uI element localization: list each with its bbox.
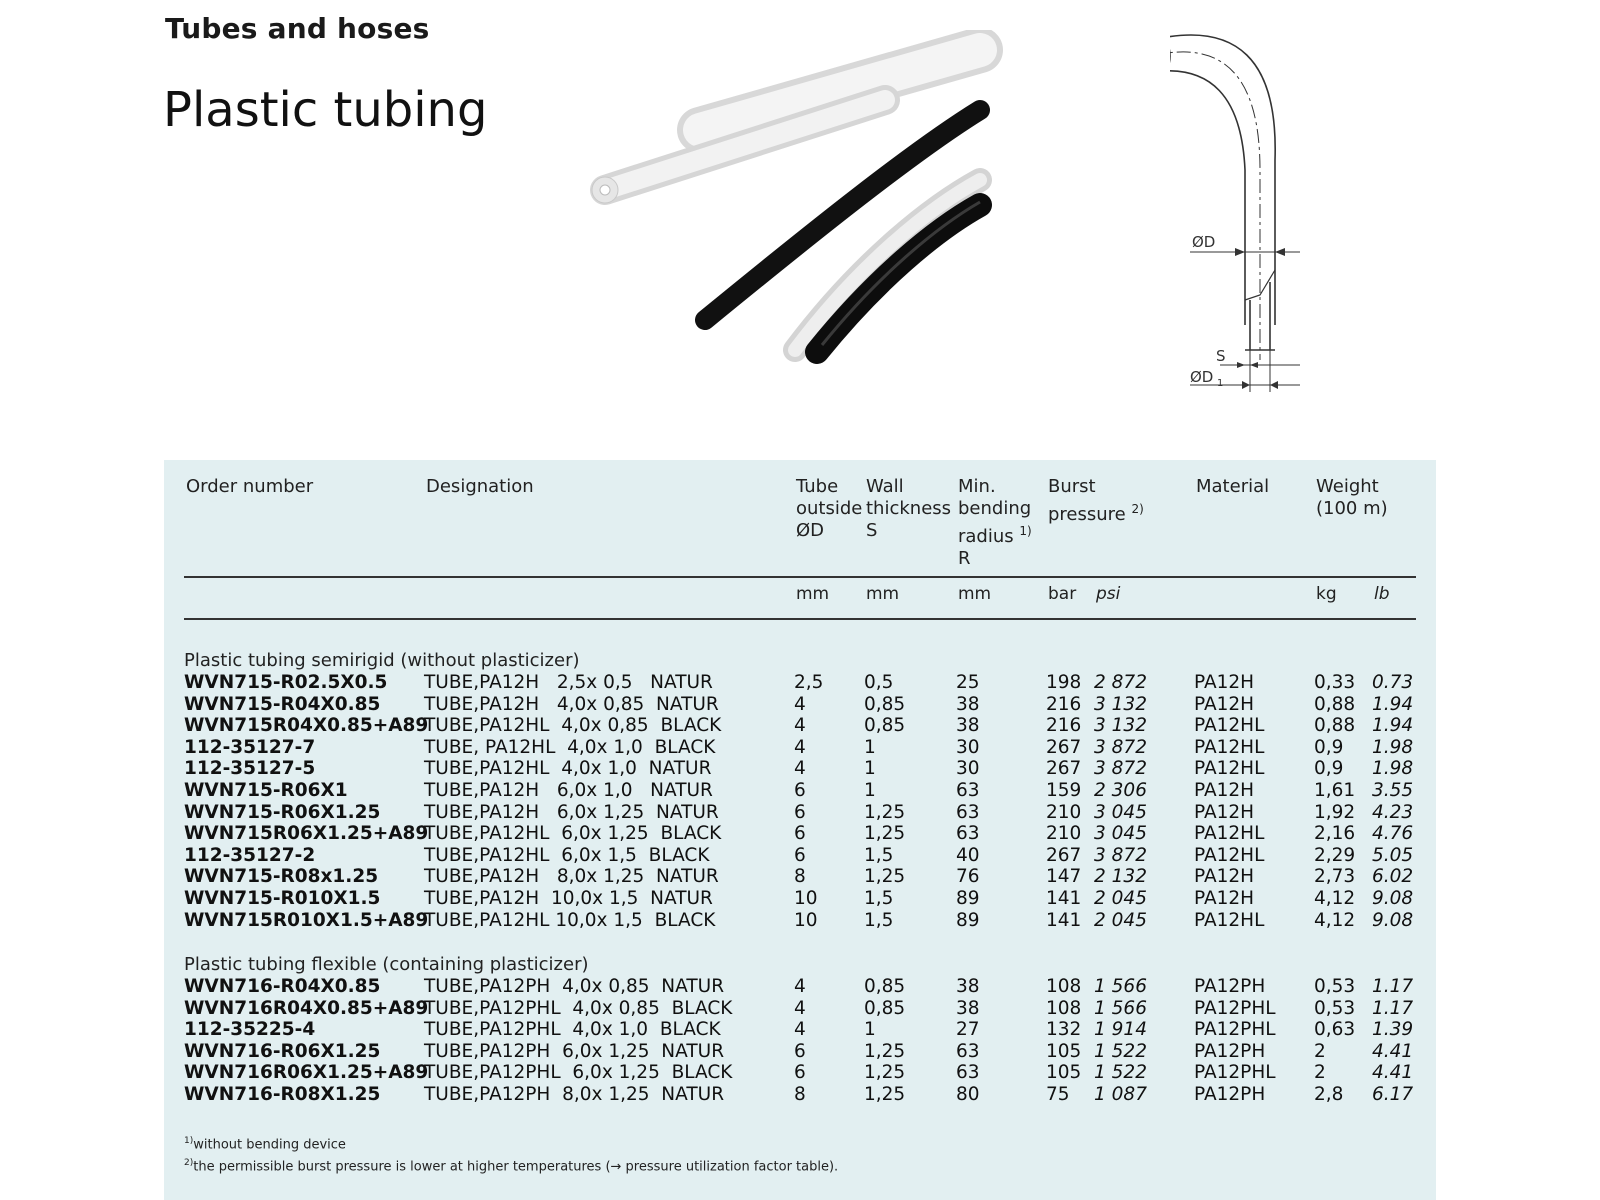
weight-lb-cell: 6.02 xyxy=(1372,866,1414,888)
table-row xyxy=(164,910,1436,932)
weight-lb-cell: 1.17 xyxy=(1372,976,1414,997)
weight-kg-cell: 1,61 xyxy=(1314,779,1356,801)
material-cell: PA12HL xyxy=(1194,736,1265,758)
bending-radius-cell: 89 xyxy=(956,887,980,909)
burst-bar-cell: 108 xyxy=(1046,997,1082,1019)
header-designation: Designation xyxy=(426,476,534,497)
wall-thickness-cell: 1,5 xyxy=(864,909,894,931)
weight-kg-cell: 4,12 xyxy=(1314,887,1356,909)
id-label: ØD xyxy=(1190,368,1214,386)
tube-od-cell: 8 xyxy=(794,866,806,888)
order-number-cell: 112-35127-2 xyxy=(184,844,316,866)
table-row xyxy=(164,715,1436,737)
section-title: Tubes and hoses xyxy=(165,12,430,45)
designation-cell: TUBE,PA12PH 8,0x 1,25 NATUR xyxy=(424,1083,725,1105)
bending-radius-cell: 76 xyxy=(956,866,980,888)
order-number-cell: WVN715-R06X1 xyxy=(184,779,348,801)
weight-kg-cell: 0,53 xyxy=(1314,997,1356,1019)
burst-bar-cell: 267 xyxy=(1046,844,1082,866)
weight-kg-cell: 0,88 xyxy=(1314,715,1356,737)
burst-bar-cell: 108 xyxy=(1046,976,1082,997)
burst-bar-cell: 267 xyxy=(1046,736,1082,758)
material-cell: PA12HL xyxy=(1194,758,1265,780)
wall-thickness-cell: 1 xyxy=(864,779,876,801)
weight-kg-cell: 1,92 xyxy=(1314,801,1356,823)
order-number-cell: WVN715-R04X0.85 xyxy=(184,693,381,715)
unit-psi: psi xyxy=(1096,584,1121,604)
burst-psi-cell: 3 045 xyxy=(1094,801,1147,823)
weight-kg-cell: 0,88 xyxy=(1314,693,1356,715)
tube-od-cell: 10 xyxy=(794,887,818,909)
spec-table xyxy=(164,460,1436,1200)
order-number-cell: WVN716-R04X0.85 xyxy=(184,976,381,997)
bending-radius-cell: 63 xyxy=(956,1040,980,1062)
unit-bar: bar xyxy=(1048,584,1077,604)
material-cell: PA12PH xyxy=(1194,1040,1266,1062)
designation-cell: TUBE,PA12HL 4,0x 1,0 NATUR xyxy=(424,758,712,780)
burst-psi-cell: 3 045 xyxy=(1094,823,1147,845)
burst-bar-cell: 210 xyxy=(1046,801,1082,823)
burst-bar-cell: 141 xyxy=(1046,909,1082,931)
weight-lb-cell: 1.17 xyxy=(1372,997,1414,1019)
table-row xyxy=(164,888,1436,910)
tube-od-cell: 6 xyxy=(794,844,806,866)
footnote-2: $^{2)}$the permissible burst pressure is lower at higher temperatures (→ pressure utilization factor table). xyxy=(184,1158,839,1175)
order-number-cell: 112-35225-4 xyxy=(184,1019,316,1041)
wall-thickness-cell: 1,25 xyxy=(864,1040,906,1062)
wall-thickness-cell: 1,5 xyxy=(864,844,894,866)
designation-cell: TUBE,PA12HL 6,0x 1,25 BLACK xyxy=(424,823,722,845)
weight-kg-cell: 0,9 xyxy=(1314,758,1344,780)
order-number-cell: 112-35127-7 xyxy=(184,736,316,758)
unit-lb: lb xyxy=(1374,584,1390,604)
tube-dimension-drawing xyxy=(1170,20,1320,400)
tube-od-cell: 6 xyxy=(794,779,806,801)
wall-thickness-cell: 0,85 xyxy=(864,976,906,997)
burst-psi-cell: 2 045 xyxy=(1094,887,1147,909)
tube-od-cell: 4 xyxy=(794,715,806,737)
material-cell: PA12H xyxy=(1194,693,1255,715)
material-cell: PA12HL xyxy=(1194,715,1265,737)
table-row xyxy=(164,758,1436,780)
bending-radius-cell: 38 xyxy=(956,715,980,737)
burst-psi-cell: 2 132 xyxy=(1094,866,1147,888)
group-title-flexible: Plastic tubing flexible (containing plasticizer) xyxy=(184,954,589,975)
tube-od-cell: 4 xyxy=(794,997,806,1019)
unit-radius: mm xyxy=(958,584,992,604)
material-cell: PA12H xyxy=(1194,672,1255,693)
tube-od-cell: 6 xyxy=(794,823,806,845)
order-number-cell: WVN715R06X1.25+A89 xyxy=(184,823,429,845)
weight-kg-cell: 2,29 xyxy=(1314,844,1356,866)
weight-kg-cell: 2 xyxy=(1314,1062,1326,1084)
table-row xyxy=(164,823,1436,845)
header-bending-radius: Min. bending radius $^{1)}$ R xyxy=(958,476,1032,569)
wall-thickness-cell: 0,85 xyxy=(864,715,906,737)
table-row xyxy=(164,802,1436,824)
wall-thickness-cell: 0,5 xyxy=(864,672,894,693)
weight-kg-cell: 2,8 xyxy=(1314,1083,1344,1105)
wall-thickness-cell: 1,25 xyxy=(864,801,906,823)
weight-lb-cell: 1.98 xyxy=(1372,758,1414,780)
designation-cell: TUBE,PA12H 4,0x 0,85 NATUR xyxy=(424,693,719,715)
designation-cell: TUBE,PA12H 8,0x 1,25 NATUR xyxy=(424,866,719,888)
material-cell: PA12PHL xyxy=(1194,1019,1276,1041)
bending-radius-cell: 25 xyxy=(956,672,980,693)
weight-kg-cell: 0,33 xyxy=(1314,672,1356,693)
material-cell: PA12PHL xyxy=(1194,1062,1276,1084)
bending-radius-cell: 63 xyxy=(956,823,980,845)
designation-cell: TUBE,PA12HL 6,0x 1,5 BLACK xyxy=(424,844,710,866)
weight-kg-cell: 0,53 xyxy=(1314,976,1356,997)
designation-cell: TUBE,PA12H 6,0x 1,25 NATUR xyxy=(424,801,719,823)
burst-bar-cell: 216 xyxy=(1046,693,1082,715)
order-number-cell: WVN716-R08X1.25 xyxy=(184,1083,381,1105)
tube-od-cell: 2,5 xyxy=(794,672,824,693)
order-number-cell: WVN715R010X1.5+A89 xyxy=(184,909,429,931)
designation-cell: TUBE,PA12H 10,0x 1,5 NATUR xyxy=(424,887,713,909)
burst-psi-cell: 3 872 xyxy=(1094,844,1147,866)
weight-lb-cell: 1.94 xyxy=(1372,693,1414,715)
tube-od-cell: 6 xyxy=(794,1040,806,1062)
material-cell: PA12HL xyxy=(1194,844,1265,866)
material-cell: PA12H xyxy=(1194,887,1255,909)
burst-bar-cell: 210 xyxy=(1046,823,1082,845)
weight-lb-cell: 3.55 xyxy=(1372,779,1414,801)
order-number-cell: WVN716R06X1.25+A89 xyxy=(184,1062,429,1084)
burst-psi-cell: 1 566 xyxy=(1094,997,1147,1019)
id-label-sub: 1 xyxy=(1217,378,1224,389)
header-material: Material xyxy=(1196,476,1270,497)
weight-kg-cell: 2 xyxy=(1314,1040,1326,1062)
table-row xyxy=(164,976,1436,998)
order-number-cell: 112-35127-5 xyxy=(184,758,316,780)
tube-od-cell: 8 xyxy=(794,1083,806,1105)
table-row xyxy=(164,737,1436,759)
wall-thickness-cell: 0,85 xyxy=(864,997,906,1019)
order-number-cell: WVN715-R02.5X0.5 xyxy=(184,672,388,693)
order-number-cell: WVN716-R06X1.25 xyxy=(184,1040,381,1062)
order-number-cell: WVN716R04X0.85+A89 xyxy=(184,997,429,1019)
units-rule xyxy=(184,618,1416,620)
wall-thickness-cell: 1,5 xyxy=(864,887,894,909)
weight-lb-cell: 4.41 xyxy=(1372,1040,1414,1062)
page-title: Plastic tubing xyxy=(163,82,488,138)
tube-od-cell: 4 xyxy=(794,976,806,997)
bending-radius-cell: 30 xyxy=(956,736,980,758)
bending-radius-cell: 40 xyxy=(956,844,980,866)
bending-radius-cell: 63 xyxy=(956,801,980,823)
weight-lb-cell: 9.08 xyxy=(1372,909,1414,931)
burst-bar-cell: 216 xyxy=(1046,715,1082,737)
tube-od-cell: 10 xyxy=(794,909,818,931)
designation-cell: TUBE,PA12H 2,5x 0,5 NATUR xyxy=(424,672,713,693)
wall-thickness-cell: 1 xyxy=(864,736,876,758)
wall-thickness-cell: 1,25 xyxy=(864,1083,906,1105)
burst-psi-cell: 3 872 xyxy=(1094,736,1147,758)
weight-lb-cell: 1.94 xyxy=(1372,715,1414,737)
bending-radius-cell: 38 xyxy=(956,997,980,1019)
wall-thickness-cell: 1,25 xyxy=(864,866,906,888)
group-title-semirigid: Plastic tubing semirigid (without plasticizer) xyxy=(184,650,580,671)
table-row xyxy=(164,1041,1436,1063)
tube-od-cell: 6 xyxy=(794,1062,806,1084)
table-row xyxy=(164,1019,1436,1041)
wall-thickness-cell: 1,25 xyxy=(864,1062,906,1084)
header-tube-od: Tube outside ØD xyxy=(796,476,863,541)
table-row xyxy=(164,845,1436,867)
burst-psi-cell: 3 872 xyxy=(1094,758,1147,780)
order-number-cell: WVN715-R010X1.5 xyxy=(184,887,381,909)
wall-thickness-cell: 1,25 xyxy=(864,823,906,845)
weight-lb-cell: 1.98 xyxy=(1372,736,1414,758)
designation-cell: TUBE, PA12HL 4,0x 1,0 BLACK xyxy=(424,736,716,758)
designation-cell: TUBE,PA12HL 4,0x 0,85 BLACK xyxy=(424,715,722,737)
burst-bar-cell: 75 xyxy=(1046,1083,1070,1105)
burst-bar-cell: 267 xyxy=(1046,758,1082,780)
material-cell: PA12PHL xyxy=(1194,997,1276,1019)
bending-radius-cell: 27 xyxy=(956,1019,980,1041)
designation-cell: TUBE,PA12H 6,0x 1,0 NATUR xyxy=(424,779,713,801)
burst-psi-cell: 2 306 xyxy=(1094,779,1147,801)
bending-radius-cell: 63 xyxy=(956,779,980,801)
unit-od: mm xyxy=(796,584,830,604)
material-cell: PA12H xyxy=(1194,779,1255,801)
burst-bar-cell: 105 xyxy=(1046,1040,1082,1062)
designation-cell: TUBE,PA12HL 10,0x 1,5 BLACK xyxy=(424,909,716,931)
tube-od-cell: 4 xyxy=(794,758,806,780)
header-rule xyxy=(184,576,1416,578)
burst-bar-cell: 159 xyxy=(1046,779,1082,801)
order-number-cell: WVN715R04X0.85+A89 xyxy=(184,715,429,737)
burst-psi-cell: 3 132 xyxy=(1094,715,1147,737)
weight-lb-cell: 1.39 xyxy=(1372,1019,1414,1041)
burst-bar-cell: 147 xyxy=(1046,866,1082,888)
table-row xyxy=(164,694,1436,716)
weight-kg-cell: 0,63 xyxy=(1314,1019,1356,1041)
material-cell: PA12H xyxy=(1194,801,1255,823)
material-cell: PA12PH xyxy=(1194,976,1266,997)
burst-psi-cell: 1 522 xyxy=(1094,1062,1147,1084)
footnotes xyxy=(184,1132,838,1177)
bending-radius-cell: 89 xyxy=(956,909,980,931)
table-row xyxy=(164,1084,1436,1106)
wall-label: S xyxy=(1216,347,1226,365)
wall-thickness-cell: 1 xyxy=(864,1019,876,1041)
designation-cell: TUBE,PA12PHL 4,0x 0,85 BLACK xyxy=(424,997,733,1019)
od-label: ØD xyxy=(1192,233,1216,251)
burst-psi-cell: 2 872 xyxy=(1094,672,1147,693)
burst-bar-cell: 198 xyxy=(1046,672,1082,693)
designation-cell: TUBE,PA12PHL 4,0x 1,0 BLACK xyxy=(424,1019,721,1041)
unit-kg: kg xyxy=(1316,584,1337,604)
weight-kg-cell: 0,9 xyxy=(1314,736,1344,758)
unit-wall: mm xyxy=(866,584,900,604)
footnote-1: $^{1)}$without bending device xyxy=(184,1136,346,1153)
burst-psi-cell: 3 132 xyxy=(1094,693,1147,715)
weight-lb-cell: 9.08 xyxy=(1372,887,1414,909)
tube-od-cell: 4 xyxy=(794,693,806,715)
weight-lb-cell: 0.73 xyxy=(1372,672,1414,693)
burst-psi-cell: 1 566 xyxy=(1094,976,1147,997)
order-number-cell: WVN715-R06X1.25 xyxy=(184,801,381,823)
header-wall-thickness: Wall thickness S xyxy=(866,476,952,541)
material-cell: PA12H xyxy=(1194,866,1255,888)
table-row xyxy=(164,866,1436,888)
bending-radius-cell: 38 xyxy=(956,693,980,715)
table-row xyxy=(164,672,1436,694)
wall-thickness-cell: 0,85 xyxy=(864,693,906,715)
material-cell: PA12HL xyxy=(1194,909,1265,931)
weight-lb-cell: 6.17 xyxy=(1372,1083,1414,1105)
rows-semirigid xyxy=(164,672,1436,931)
weight-lb-cell: 4.76 xyxy=(1372,823,1414,845)
table-row xyxy=(164,1062,1436,1084)
weight-lb-cell: 4.23 xyxy=(1372,801,1414,823)
weight-kg-cell: 2,16 xyxy=(1314,823,1356,845)
header-order-number: Order number xyxy=(186,476,314,497)
rows-flexible xyxy=(164,976,1436,1106)
tubing-product-photo xyxy=(585,30,1005,375)
designation-cell: TUBE,PA12PHL 6,0x 1,25 BLACK xyxy=(424,1062,733,1084)
bending-radius-cell: 63 xyxy=(956,1062,980,1084)
tube-od-cell: 4 xyxy=(794,1019,806,1041)
material-cell: PA12HL xyxy=(1194,823,1265,845)
table-row xyxy=(164,998,1436,1020)
order-number-cell: WVN715-R08x1.25 xyxy=(184,866,379,888)
header-weight: Weight (100 m) xyxy=(1316,476,1388,519)
burst-psi-cell: 1 522 xyxy=(1094,1040,1147,1062)
weight-kg-cell: 2,73 xyxy=(1314,866,1356,888)
bending-radius-cell: 38 xyxy=(956,976,980,997)
burst-psi-cell: 1 914 xyxy=(1094,1019,1147,1041)
weight-lb-cell: 5.05 xyxy=(1372,844,1414,866)
designation-cell: TUBE,PA12PH 6,0x 1,25 NATUR xyxy=(424,1040,725,1062)
burst-bar-cell: 132 xyxy=(1046,1019,1082,1041)
weight-kg-cell: 4,12 xyxy=(1314,909,1356,931)
material-cell: PA12PH xyxy=(1194,1083,1266,1105)
designation-cell: TUBE,PA12PH 4,0x 0,85 NATUR xyxy=(424,976,725,997)
burst-psi-cell: 1 087 xyxy=(1094,1083,1147,1105)
burst-bar-cell: 141 xyxy=(1046,887,1082,909)
bending-radius-cell: 80 xyxy=(956,1083,980,1105)
tube-od-cell: 4 xyxy=(794,736,806,758)
bending-radius-cell: 30 xyxy=(956,758,980,780)
burst-psi-cell: 2 045 xyxy=(1094,909,1147,931)
tube-od-cell: 6 xyxy=(794,801,806,823)
weight-lb-cell: 4.41 xyxy=(1372,1062,1414,1084)
table-row xyxy=(164,780,1436,802)
header-burst-pressure: Burst pressure $^{2)}$ xyxy=(1048,476,1144,525)
wall-thickness-cell: 1 xyxy=(864,758,876,780)
burst-bar-cell: 105 xyxy=(1046,1062,1082,1084)
